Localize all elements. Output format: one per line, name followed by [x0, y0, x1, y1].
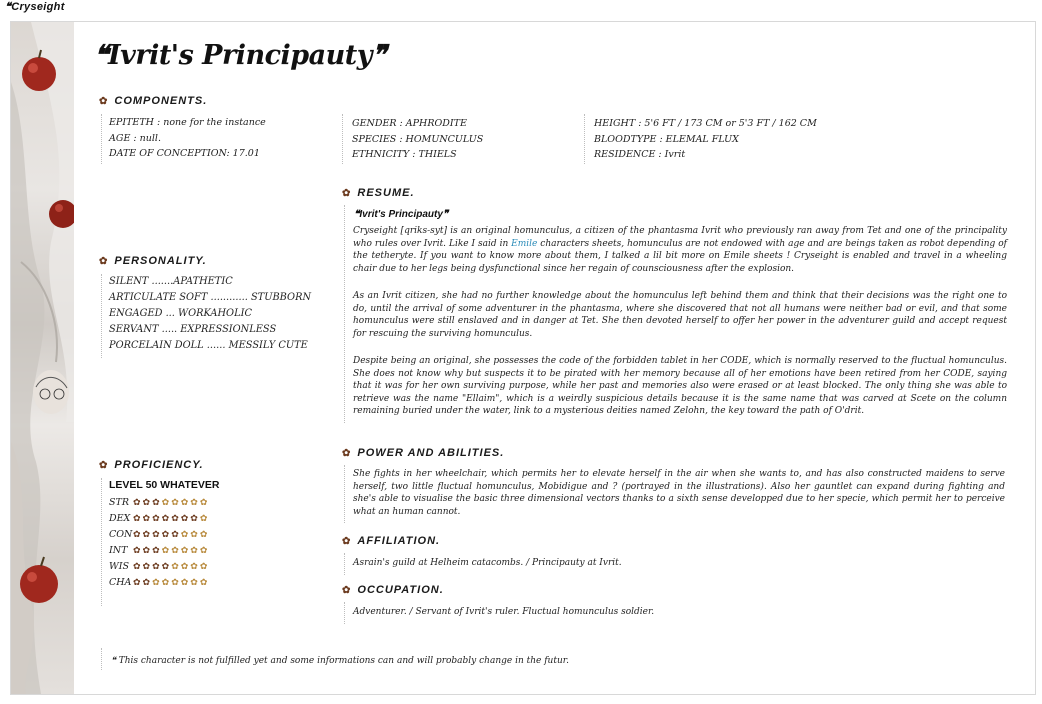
personality-heading-label: PERSONALITY. [114, 255, 207, 267]
flower-icon: ✿ [342, 448, 352, 459]
divider [101, 274, 102, 358]
divider [344, 553, 345, 575]
stat-rating [133, 498, 207, 508]
components-col3 [594, 116, 817, 163]
divider [101, 648, 102, 670]
resume-paragraph-2: As an Ivrit citizen, she had no further knowledge about the homunculus left behind them and think that their decisions was the right one to do, until the arrival of some adventurer in the phantasma, where she discovered that not all humans were neither bad or evil, and that some homunculus were still enslaved and in danger at Tet. She then devoted herself to offer her power in the adventurer guild and accept request for rescuing the surviving homunculus. [353, 291, 1007, 339]
flower-icon: ✿ [342, 536, 352, 547]
rating-flower-icon: ✿ [142, 545, 151, 556]
rating-flower-icon: ✿ [161, 561, 170, 572]
ethnicity-field: ETHNICITY : THIELS [352, 149, 457, 160]
emile-link[interactable]: Emile [511, 238, 538, 249]
occupation-heading [342, 584, 444, 596]
rating-flower-icon: ✿ [180, 513, 189, 524]
character-illustration [11, 22, 74, 694]
power-text: She fights in her wheelchair, which permits her to elevate herself in the air when she wants to, and has also constructed maidens to serve herself, two little fluctual homunculus, Mobidigue and ? (portrayed in the illustrations). Also her gauntlet can expand during fighting and she's able to visualise the basic three dimensional vectors thanks to a sixth sense developped due to her specie, which permit her to perceive what an human cannot. [353, 469, 1005, 517]
divider [344, 602, 345, 624]
divider [344, 205, 345, 423]
flower-icon: ✿ [99, 96, 109, 107]
resume-text: Cryseight [qriks-syt] is an original homunculus, a citizen of the phantasma Ivrit who previously ran away from Tet and one of the principality who rules over Ivrit. Like I said in [353, 226, 1007, 249]
stat-label: CHA [109, 577, 132, 588]
flower-icon: ✿ [342, 188, 352, 199]
resume-text: characters sheets, homunculus are not endowed with age and are beings taken as robot depending of the tetheryte. If you want to know more about them, I talked a lil bit more on Emile sheets ! Cryseight is enabled and travel in a wheeling chair due to her legs being dysfunctional since her regain of counsciousness after the explosion. [353, 238, 1007, 274]
components-heading [99, 95, 207, 107]
gender-field: GENDER : APHRODITE [352, 118, 467, 129]
power-heading [342, 447, 504, 459]
page-title: ❝Ivrit's Principauty❞ [94, 40, 386, 71]
stat-rating [133, 514, 207, 524]
residence-field: RESIDENCE : Ivrit [594, 149, 686, 160]
rating-flower-icon: ✿ [171, 513, 179, 524]
rating-flower-icon: ✿ [133, 545, 141, 556]
stat-rating [133, 562, 207, 572]
stat-rating [133, 546, 207, 556]
rating-flower-icon: ✿ [161, 497, 170, 508]
stat-label: WIS [109, 561, 130, 572]
divider [101, 114, 102, 164]
rating-flower-icon: ✿ [133, 577, 141, 588]
personality-item: SERVANT ..... EXPRESSIONLESS [109, 324, 277, 335]
resume-paragraph-1 [353, 225, 1007, 275]
rating-flower-icon: ✿ [152, 529, 160, 540]
stat-row-cha [109, 577, 207, 588]
rating-flower-icon: ✿ [180, 529, 189, 540]
resume-heading [342, 187, 415, 199]
age-field: AGE : null. [109, 132, 161, 144]
footnote: ❝ This character is not fulfilled yet and some informations can and will probably change in the futur. [111, 656, 569, 666]
rating-flower-icon: ✿ [152, 497, 160, 508]
personality-item: PORCELAIN DOLL ...... MESSILY CUTE [109, 340, 308, 351]
stat-row-int [109, 545, 207, 556]
occupation-heading-label: OCCUPATION. [357, 584, 444, 596]
rating-flower-icon: ✿ [190, 497, 198, 508]
divider [344, 465, 345, 523]
personality-list [109, 274, 311, 354]
stat-label: STR [109, 497, 129, 508]
rating-flower-icon: ✿ [199, 545, 208, 556]
rating-flower-icon: ✿ [152, 561, 160, 572]
flower-icon: ✿ [99, 256, 109, 267]
flower-icon: ✿ [99, 460, 109, 471]
rating-flower-icon: ✿ [152, 545, 160, 556]
rating-flower-icon: ✿ [180, 577, 189, 588]
stat-row-con [109, 529, 207, 540]
profile-card [10, 21, 1036, 695]
rating-flower-icon: ✿ [190, 545, 198, 556]
rating-flower-icon: ✿ [152, 513, 160, 524]
stat-rating [133, 578, 207, 588]
height-field: HEIGHT : 5'6 FT / 173 CM or 5'3 FT / 162 CM [594, 118, 817, 129]
rating-flower-icon: ✿ [161, 577, 170, 588]
stat-label: CON [109, 529, 133, 540]
rating-flower-icon: ✿ [180, 497, 189, 508]
epitheth-field: EPITETH : none for the instance [109, 117, 266, 128]
rating-flower-icon: ✿ [199, 497, 208, 508]
rating-flower-icon: ✿ [133, 561, 141, 572]
profile-content [74, 22, 1035, 694]
rating-flower-icon: ✿ [190, 561, 198, 572]
rating-flower-icon: ✿ [161, 529, 170, 540]
personality-item: SILENT .......APATHETIC [109, 276, 233, 287]
rating-flower-icon: ✿ [190, 577, 198, 588]
rating-flower-icon: ✿ [190, 513, 198, 524]
components-col1 [109, 115, 266, 162]
stat-row-dex [109, 513, 207, 524]
divider [584, 114, 585, 164]
rating-flower-icon: ✿ [199, 513, 208, 524]
brand-label: ❝Cryseight [5, 1, 65, 13]
rating-flower-icon: ✿ [161, 513, 170, 524]
rating-flower-icon: ✿ [199, 561, 208, 572]
rating-flower-icon: ✿ [180, 545, 189, 556]
affiliation-heading [342, 535, 440, 547]
rating-flower-icon: ✿ [190, 529, 198, 540]
stat-label: DEX [109, 513, 131, 524]
proficiency-heading-label: PROFICIENCY. [114, 459, 204, 471]
power-heading-label: POWER AND ABILITIES. [357, 447, 505, 459]
stat-label: INT [109, 545, 128, 556]
rating-flower-icon: ✿ [142, 529, 151, 540]
resume-paragraph-3: Despite being an original, she possesses the code of the forbidden tablet in her CODE, which is normally reserved to the fluctual homunculus. She does not know why but suspects it to be pirated with her memory because all of her emotions have been retired from her CODE, saying that it was for her own surviving purpose, while her past and memories also were erased or at least blocked. The only thing she was able to retrieve was the name "Ellaim", which is a weirdly suspicious details because it is the same name that was carved at Scete on the column remaining buried under the water, link to a mysterious deities named Zelohn, the key toward the path of O'drit. [353, 356, 1007, 417]
rating-flower-icon: ✿ [171, 545, 179, 556]
resume-heading-label: RESUME. [357, 187, 415, 199]
rating-flower-icon: ✿ [142, 577, 151, 588]
rating-flower-icon: ✿ [133, 529, 141, 540]
level-label: LEVEL 50 WHATEVER [109, 479, 220, 491]
rating-flower-icon: ✿ [142, 513, 151, 524]
conception-field: DATE OF CONCEPTION: 17.01 [109, 148, 260, 159]
components-col2 [352, 116, 483, 163]
rating-flower-icon: ✿ [161, 545, 170, 556]
personality-item: ENGAGED ... WORKAHOLIC [109, 308, 252, 319]
affiliation-heading-label: AFFILIATION. [357, 535, 441, 547]
proficiency-heading [99, 459, 204, 471]
rating-flower-icon: ✿ [133, 513, 141, 524]
rating-flower-icon: ✿ [171, 529, 179, 540]
rating-flower-icon: ✿ [199, 529, 208, 540]
bloodtype-field: BLOODTYPE : ELEMAL FLUX [594, 133, 739, 145]
rating-flower-icon: ✿ [199, 577, 208, 588]
personality-item: ARTICULATE SOFT ............ STUBBORN [109, 292, 312, 303]
divider [101, 478, 102, 606]
rating-flower-icon: ✿ [152, 577, 160, 588]
rating-flower-icon: ✿ [171, 561, 179, 572]
flower-icon: ✿ [342, 585, 352, 596]
divider [342, 114, 343, 164]
affiliation-text: Asrain's guild at Helheim catacombs. / Principauty at Ivrit. [353, 558, 622, 568]
resume-subtitle: ❝Ivrit's Principauty❞ [354, 209, 449, 220]
stat-row-wis [109, 561, 207, 572]
rating-flower-icon: ✿ [171, 497, 179, 508]
stat-rating [133, 530, 207, 540]
species-field: SPECIES : HOMUNCULUS [352, 133, 484, 145]
components-heading-label: COMPONENTS. [114, 95, 208, 107]
rating-flower-icon: ✿ [142, 561, 151, 572]
rating-flower-icon: ✿ [171, 577, 179, 588]
rating-flower-icon: ✿ [180, 561, 189, 572]
rating-flower-icon: ✿ [142, 497, 151, 508]
occupation-text: Adventurer. / Servant of Ivrit's ruler. Fluctual homunculus soldier. [353, 607, 655, 617]
stat-row-str [109, 497, 207, 508]
personality-heading [99, 255, 207, 267]
illustration-art [11, 22, 74, 694]
rating-flower-icon: ✿ [133, 497, 141, 508]
